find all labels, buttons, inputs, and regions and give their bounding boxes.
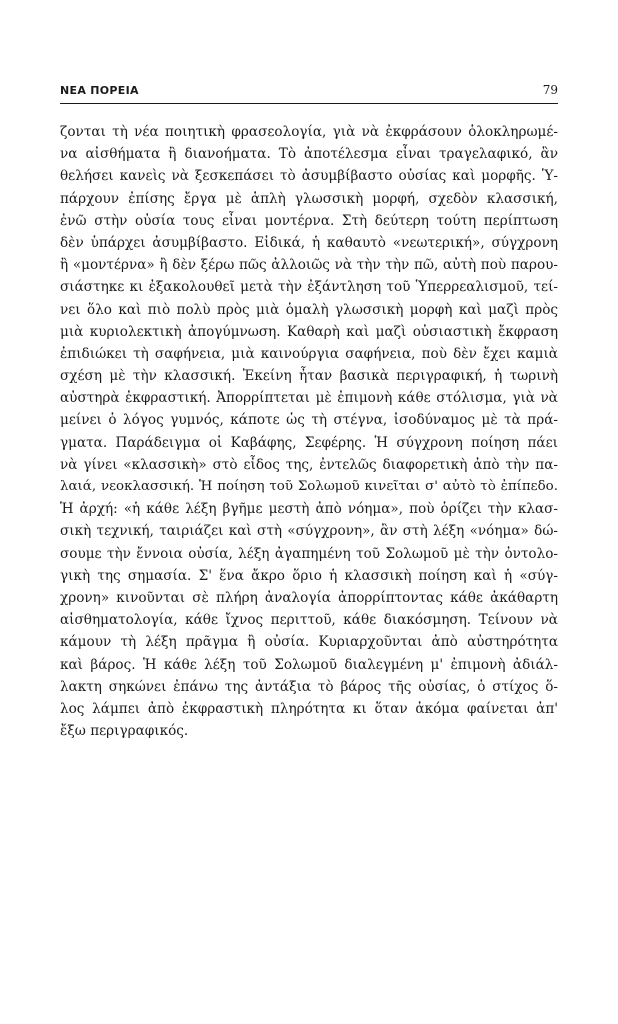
text-line: σουμε τὴν ἔννοια οὐσία, λέξη ἀγαπημένη τοῦ Σολωμοῦ μὲ τὴν ὀντολο- [60,545,558,562]
text-line: ἔξω περιγραφικός. [60,723,189,740]
text-line: κάμουν τὴ λέξη πρᾶγμα ἢ οὐσία. Κυριαρχοῦνται ἀπὸ αὐστηρότητα [60,634,558,651]
text-line: γικὴ της σημασία. Σ' ἕνα ἄκρο ὅριο ἡ κλασσικὴ ποίηση καὶ ἡ «σύγ- [60,567,558,584]
body-text [60,121,558,742]
text-line: νὰ γίνει «κλασσικὴ» στὸ εἶδος της, ἐντελῶς διαφορετικὴ ἀπὸ τὴν πα- [60,456,558,473]
text-line: λος λάμπει ἀπὸ ἐκφραστικὴ πληρότητα κι ὅταν ἀκόμα φαίνεται ἀπ' [60,700,558,717]
text-line: πάρχουν ἐπίσης ἔργα μὲ ἁπλὴ γλωσσικὴ μορφή, σχεδὸν κλασσική, [60,190,558,207]
text-line: σχέση μὲ τὴν κλασσική. Ἐκείνη ἦταν βασικὰ περιγραφική, ἡ τωρινὴ [60,368,558,385]
text-line: μιὰ κυριολεκτικὴ ἀπογύμνωση. Καθαρὴ καὶ μαζὶ οὐσιαστικὴ ἔκφραση [60,323,558,340]
text-line: ἐνῶ στὴν οὐσία τους εἶναι μοντέρνα. Στὴ δεύτερη τούτη περίπτωση [60,212,558,229]
text-line: γματα. Παράδειγμα οἱ Καβάφης, Σεφέρης. Ἡ σύγχρονη ποίηση πάει [60,434,558,451]
text-line: αὐστηρὰ ἐκφραστική. Ἀπορρίπτεται μὲ ἐπιμονὴ κάθε στόλισμα, γιὰ νὰ [60,390,558,407]
text-line: χρονη» κινοῦνται σὲ πλήρη ἀναλογία ἀπορρίπτοντας κάθε ἀκάθαρτη [60,589,558,606]
text-line: λακτη σηκώνει ἐπάνω της ἀντάξια τὸ βάρος τῆς οὐσίας, ὁ στίχος ὅ- [60,678,558,695]
text-line: ἢ «μοντέρνα» ἢ δὲν ξέρω πῶς ἀλλοιῶς νὰ τὴν τὴν πῶ, αὐτὴ ποὺ παρου- [60,257,558,274]
text-line: Ἡ ἀρχή: «ἡ κάθε λέξη βγῆμε μεστὴ ἀπὸ νόημα», ποὺ ὁρίζει τὴν κλασ- [60,501,558,518]
header-rule [60,103,558,104]
text-line: καὶ βάρος. Ἡ κάθε λέξη τοῦ Σολωμοῦ διαλεγμένη μ' ἐπιμονὴ ἀδιάλ- [60,656,558,673]
text-line: ζονται τὴ νέα ποιητικὴ φρασεολογία, γιὰ νὰ ἐκφράσουν ὁλοκληρωμέ- [60,124,558,140]
text-line: αἰσθηματολογία, κάθε ἴχνος περιττοῦ, κάθε διακόσμηση. Τείνουν νὰ [60,612,558,629]
text-line: μείνει ὁ λόγος γυμνός, κάποτε ὡς τὴ στέγνα, ἰσοδύναμος μὲ τὰ πρά- [60,412,558,429]
text-line: λαιά, νεοκλασσική. Ἡ ποίηση τοῦ Σολωμοῦ κινεῖται σ' αὐτὸ τὸ ἐπίπεδο. [60,479,558,494]
running-head: ΝΕΑ ΠΟΡΕΙΑ [60,84,139,97]
text-line: σιάστηκε κι ἐξακολουθεῖ μετὰ τὴν ἐξάντληση τοῦ Ὑπερρεαλισμοῦ, τεί- [60,279,558,296]
text-line: ἐπιδιώκει τὴ σαφήνεια, μιὰ καινούργια σαφήνεια, ποὺ δὲν ἔχει καμιὰ [60,345,558,362]
text-line: νει ὅλο καὶ πιὸ πολὺ πρὸς μιὰ ὁμαλὴ γλωσσικὴ μορφὴ καὶ μαζὶ πρὸς [60,301,558,318]
text-line: θελήσει κανεὶς νὰ ξεσκεπάσει τὸ ἀσυμβίβαστο οὐσίας καὶ μορφῆς. Ὑ- [60,168,558,185]
text-line: σικὴ τεχνική, ταιριάζει καὶ στὴ «σύγχρονη», ἂν στὴ λέξη «νόημα» δώ- [60,523,558,540]
text-line: δὲν ὑπάρχει ἀσυμβίβαστο. Εἰδικά, ἡ καθαυτὸ «νεωτερική», σύγχρονη [60,234,558,251]
text-line: να αἰσθήματα ἢ διανοήματα. Τὸ ἀποτέλεσμα εἶναι τραγελαφικό, ἂν [60,146,558,163]
page-header [60,84,558,102]
page-number: 79 [542,83,558,97]
